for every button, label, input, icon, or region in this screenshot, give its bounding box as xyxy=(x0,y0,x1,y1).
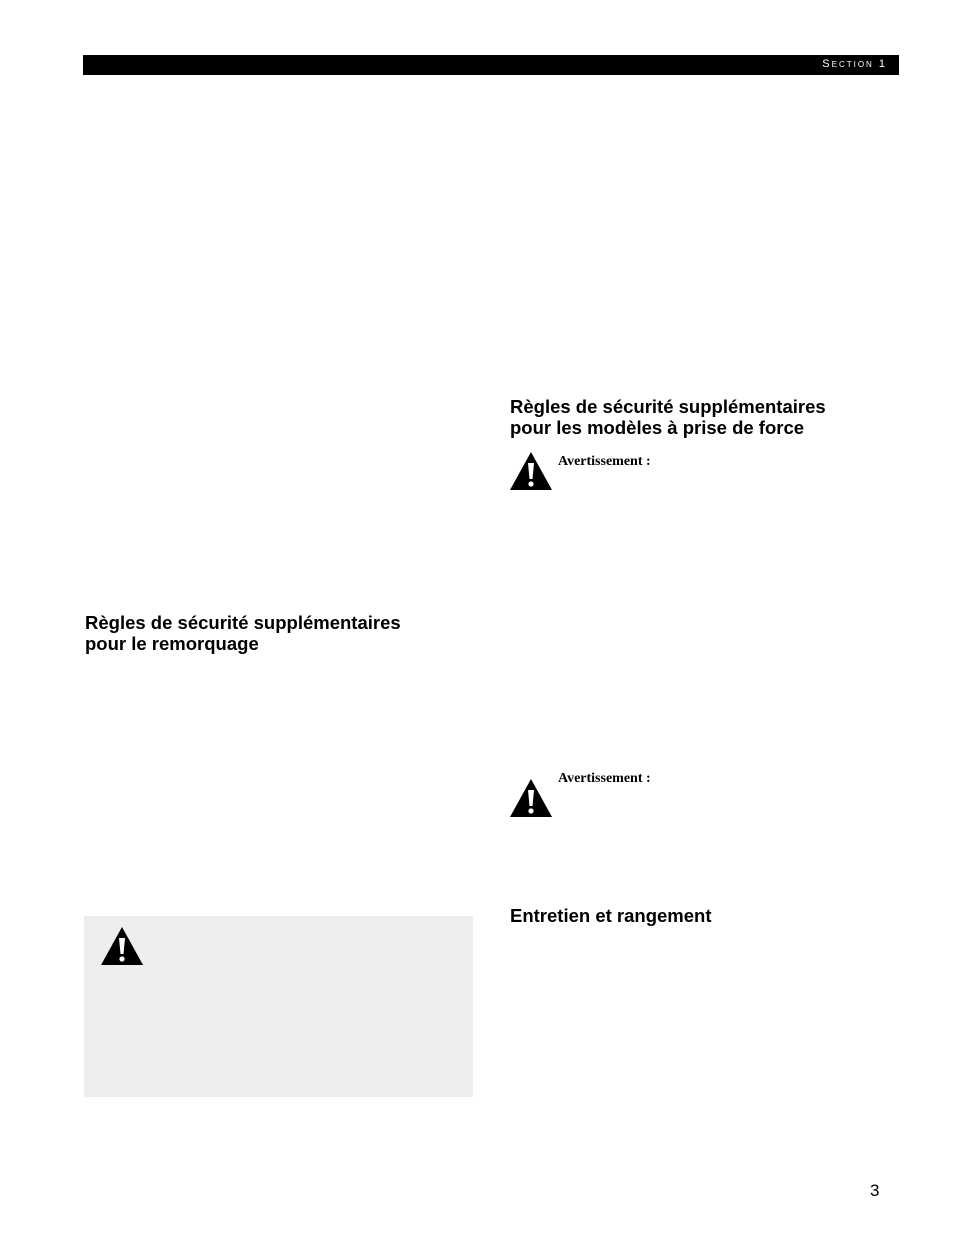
warning-label-1: Avertissement : xyxy=(558,454,651,469)
section-header-bar xyxy=(83,55,899,75)
section-label: Section 1 xyxy=(822,58,887,70)
maintenance-heading-text: Entretien et rangement xyxy=(510,905,712,926)
warning-box xyxy=(84,916,473,1097)
pto-heading-line2: pour les modèles à prise de force xyxy=(510,417,805,438)
pto-heading-line1: Règles de sécurité supplémentaires xyxy=(510,396,826,417)
page-number: 3 xyxy=(870,1181,880,1200)
warning-triangle-icon xyxy=(509,451,553,491)
warning-label-2: Avertissement : xyxy=(558,771,651,786)
towing-safety-heading xyxy=(85,612,401,654)
maintenance-heading xyxy=(510,905,712,926)
towing-heading-line2: pour le remorquage xyxy=(85,633,259,654)
warning-triangle-icon xyxy=(100,926,144,966)
towing-heading-line1: Règles de sécurité supplémentaires xyxy=(85,612,401,633)
pto-safety-heading xyxy=(510,396,826,438)
warning-triangle-icon xyxy=(509,778,553,818)
